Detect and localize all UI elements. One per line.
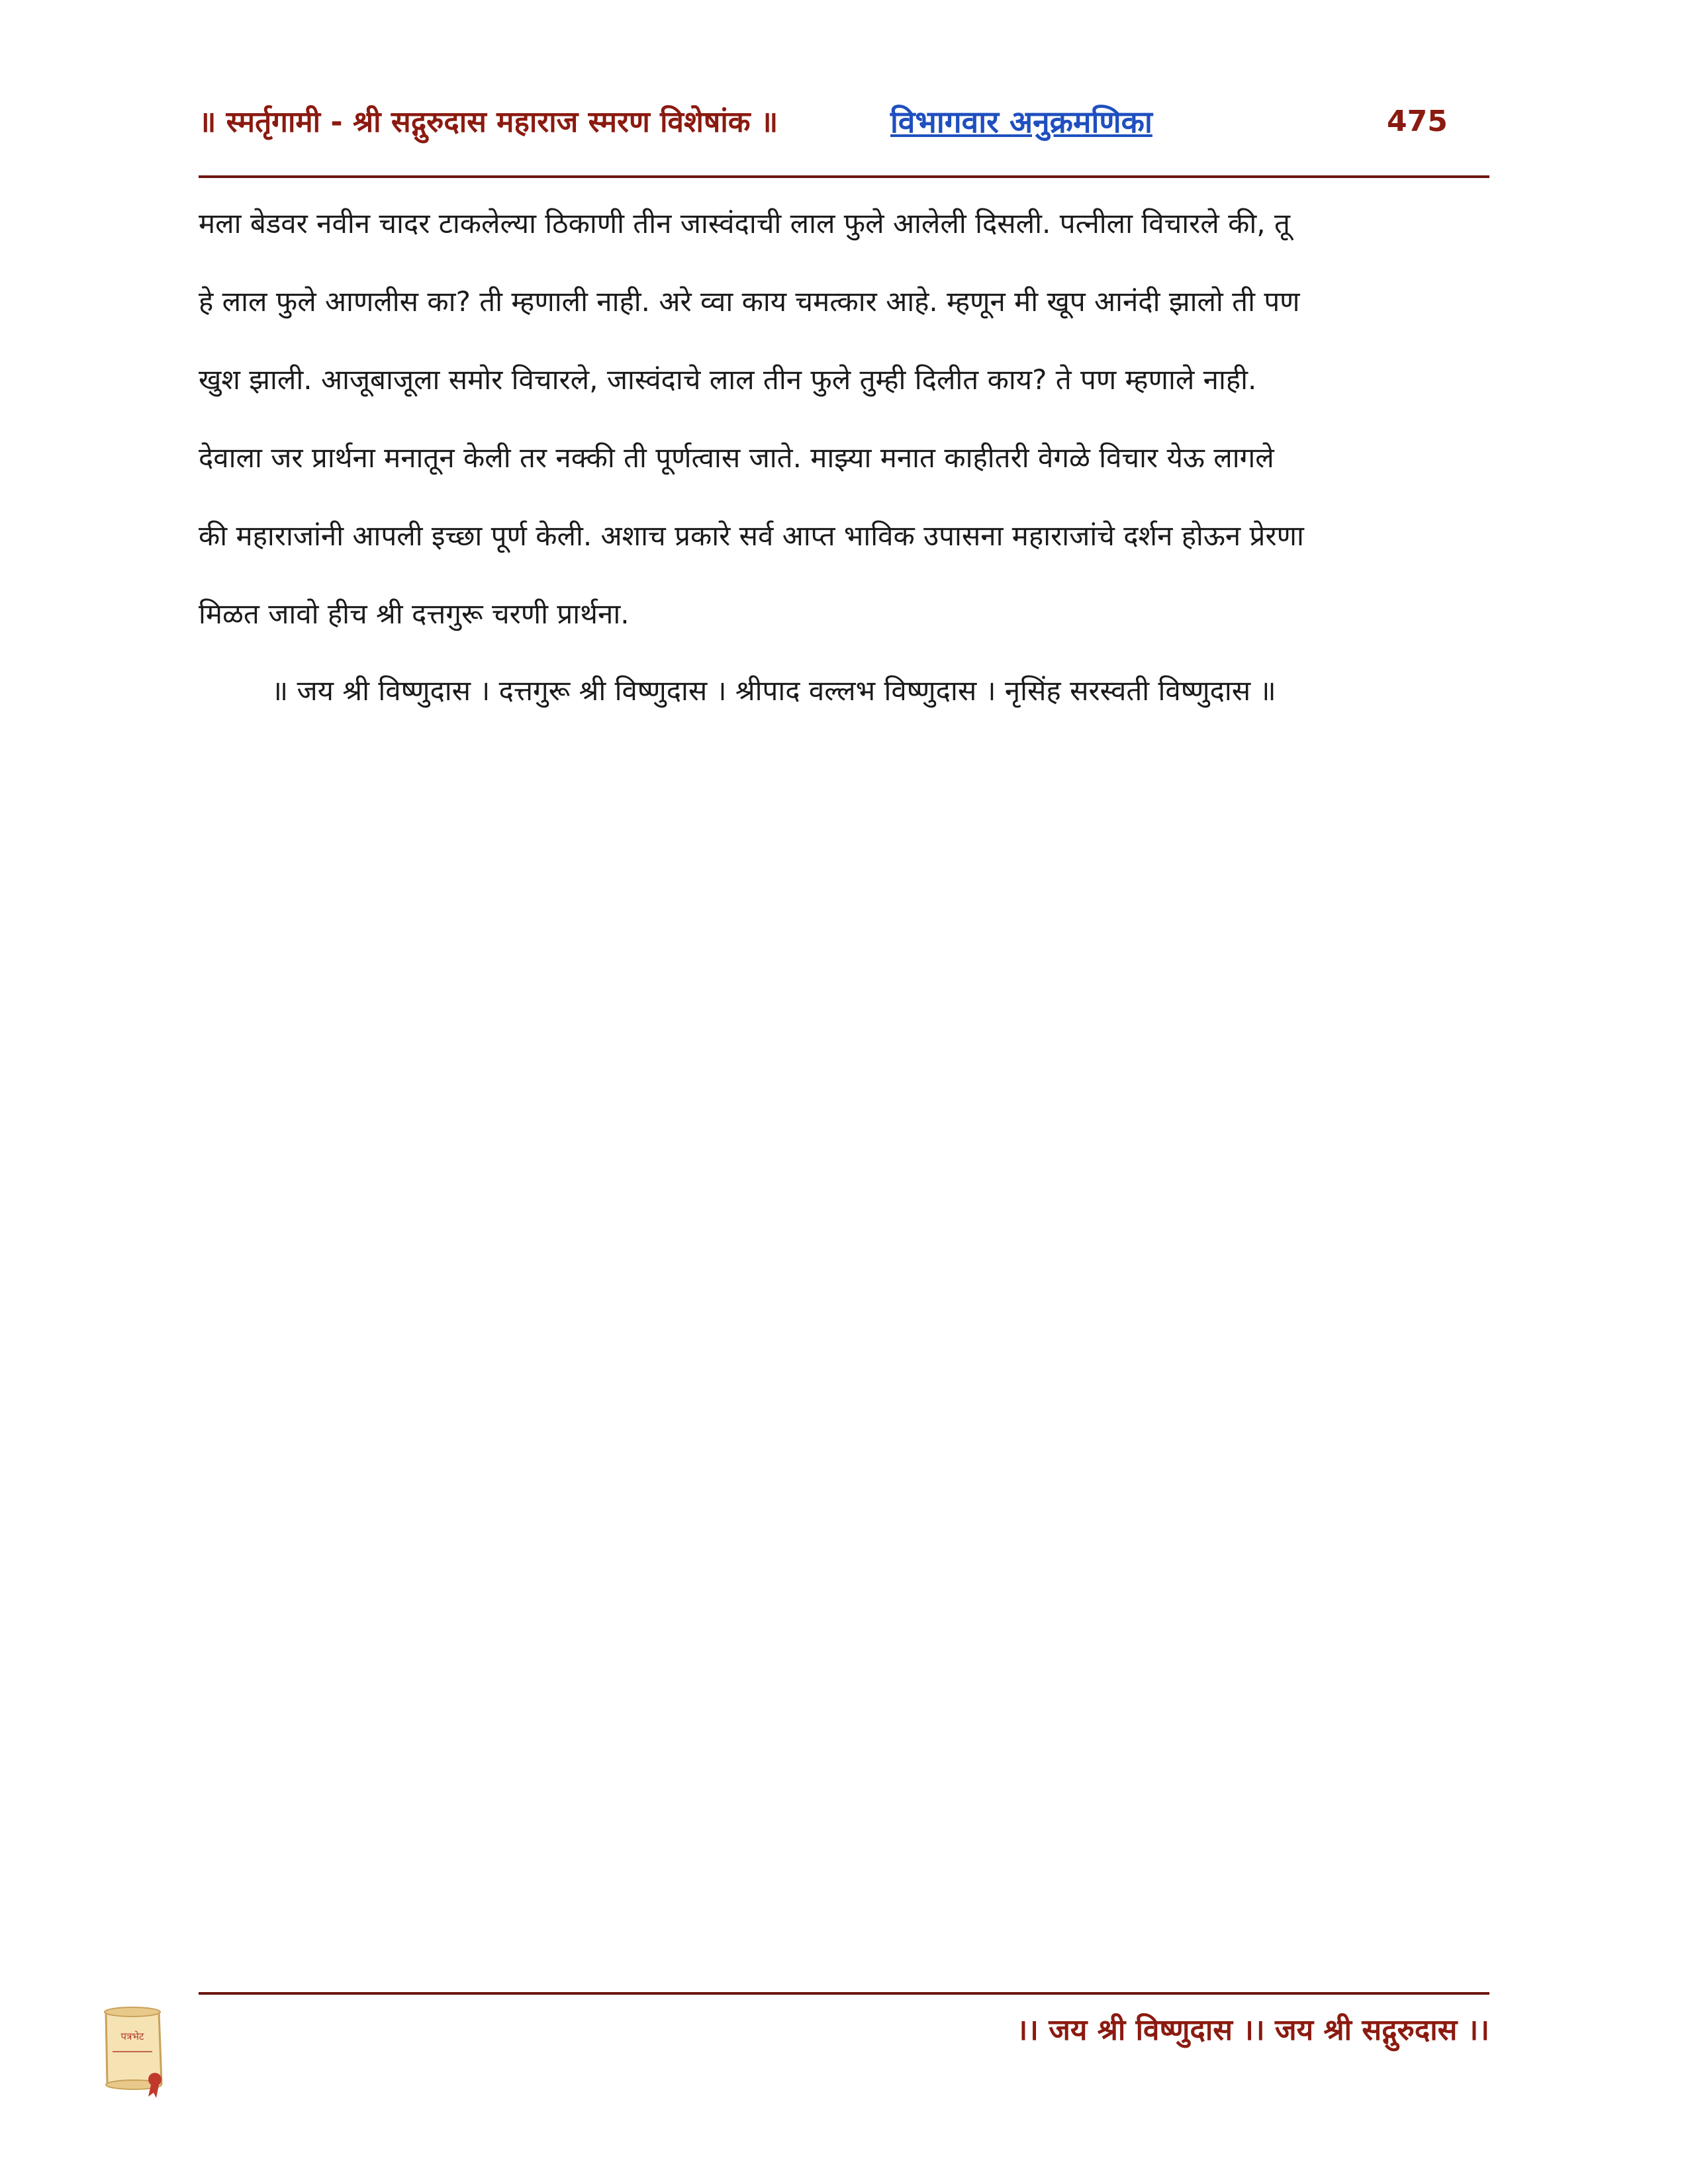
scroll-logo-icon: [93, 2005, 172, 2101]
logo-text: पत्रभेट: [120, 2030, 144, 2042]
paragraph-line: की महाराजांनी आपली इच्छा पूर्ण केली. अशाच प्रकारे सर्व आप्त भाविक उपासना महाराजांचे दर्शन होऊन प्रेरणा: [199, 520, 1304, 552]
index-link[interactable]: विभागवार अनुक्रमणिका: [890, 104, 1152, 140]
paragraph-line: देवाला जर प्रार्थना मनातून केली तर नक्की ती पूर्णत्वास जाते. माझ्या मनात काहीतरी वेगळे विचार येऊ लागले: [199, 441, 1274, 474]
footer-rule: [199, 1992, 1489, 1995]
page-number: 475: [1387, 105, 1448, 138]
header-rule: [199, 175, 1489, 178]
paragraph-line: खुश झाली. आजूबाजूला समोर विचारले, जास्वंदाचे लाल तीन फुले तुम्ही दिलीत काय? ते पण म्हणाले नाही.: [199, 363, 1257, 396]
paragraph-line: मला बेडवर नवीन चादर टाकलेल्या ठिकाणी तीन जास्वंदाची लाल फुले आलेली दिसली. पत्नीला विचारले की, तू: [199, 207, 1290, 240]
paragraph-line: हे लाल फुले आणलीस का? ती म्हणाली नाही. अरे व्वा काय चमत्कार आहे. म्हणून मी खूप आनंदी झालो ती पण: [199, 285, 1300, 318]
footer-text: ।। जय श्री विष्णुदास ।। जय श्री सद्गुरुदास ।।: [1016, 2013, 1489, 2047]
paragraph-line: मिळत जावो हीच श्री दत्तगुरू चरणी प्रार्थना.: [199, 598, 630, 630]
invocation-line: ॥ जय श्री विष्णुदास । दत्तगुरू श्री विष्णुदास । श्रीपाद वल्लभ विष्णुदास । नृसिंह सरस्वती विष्णुदास ॥: [271, 674, 1276, 707]
header-title: ॥ स्मर्तृगामी - श्री सद्गुरुदास महाराज स्मरण विशेषांक ॥: [199, 105, 778, 139]
